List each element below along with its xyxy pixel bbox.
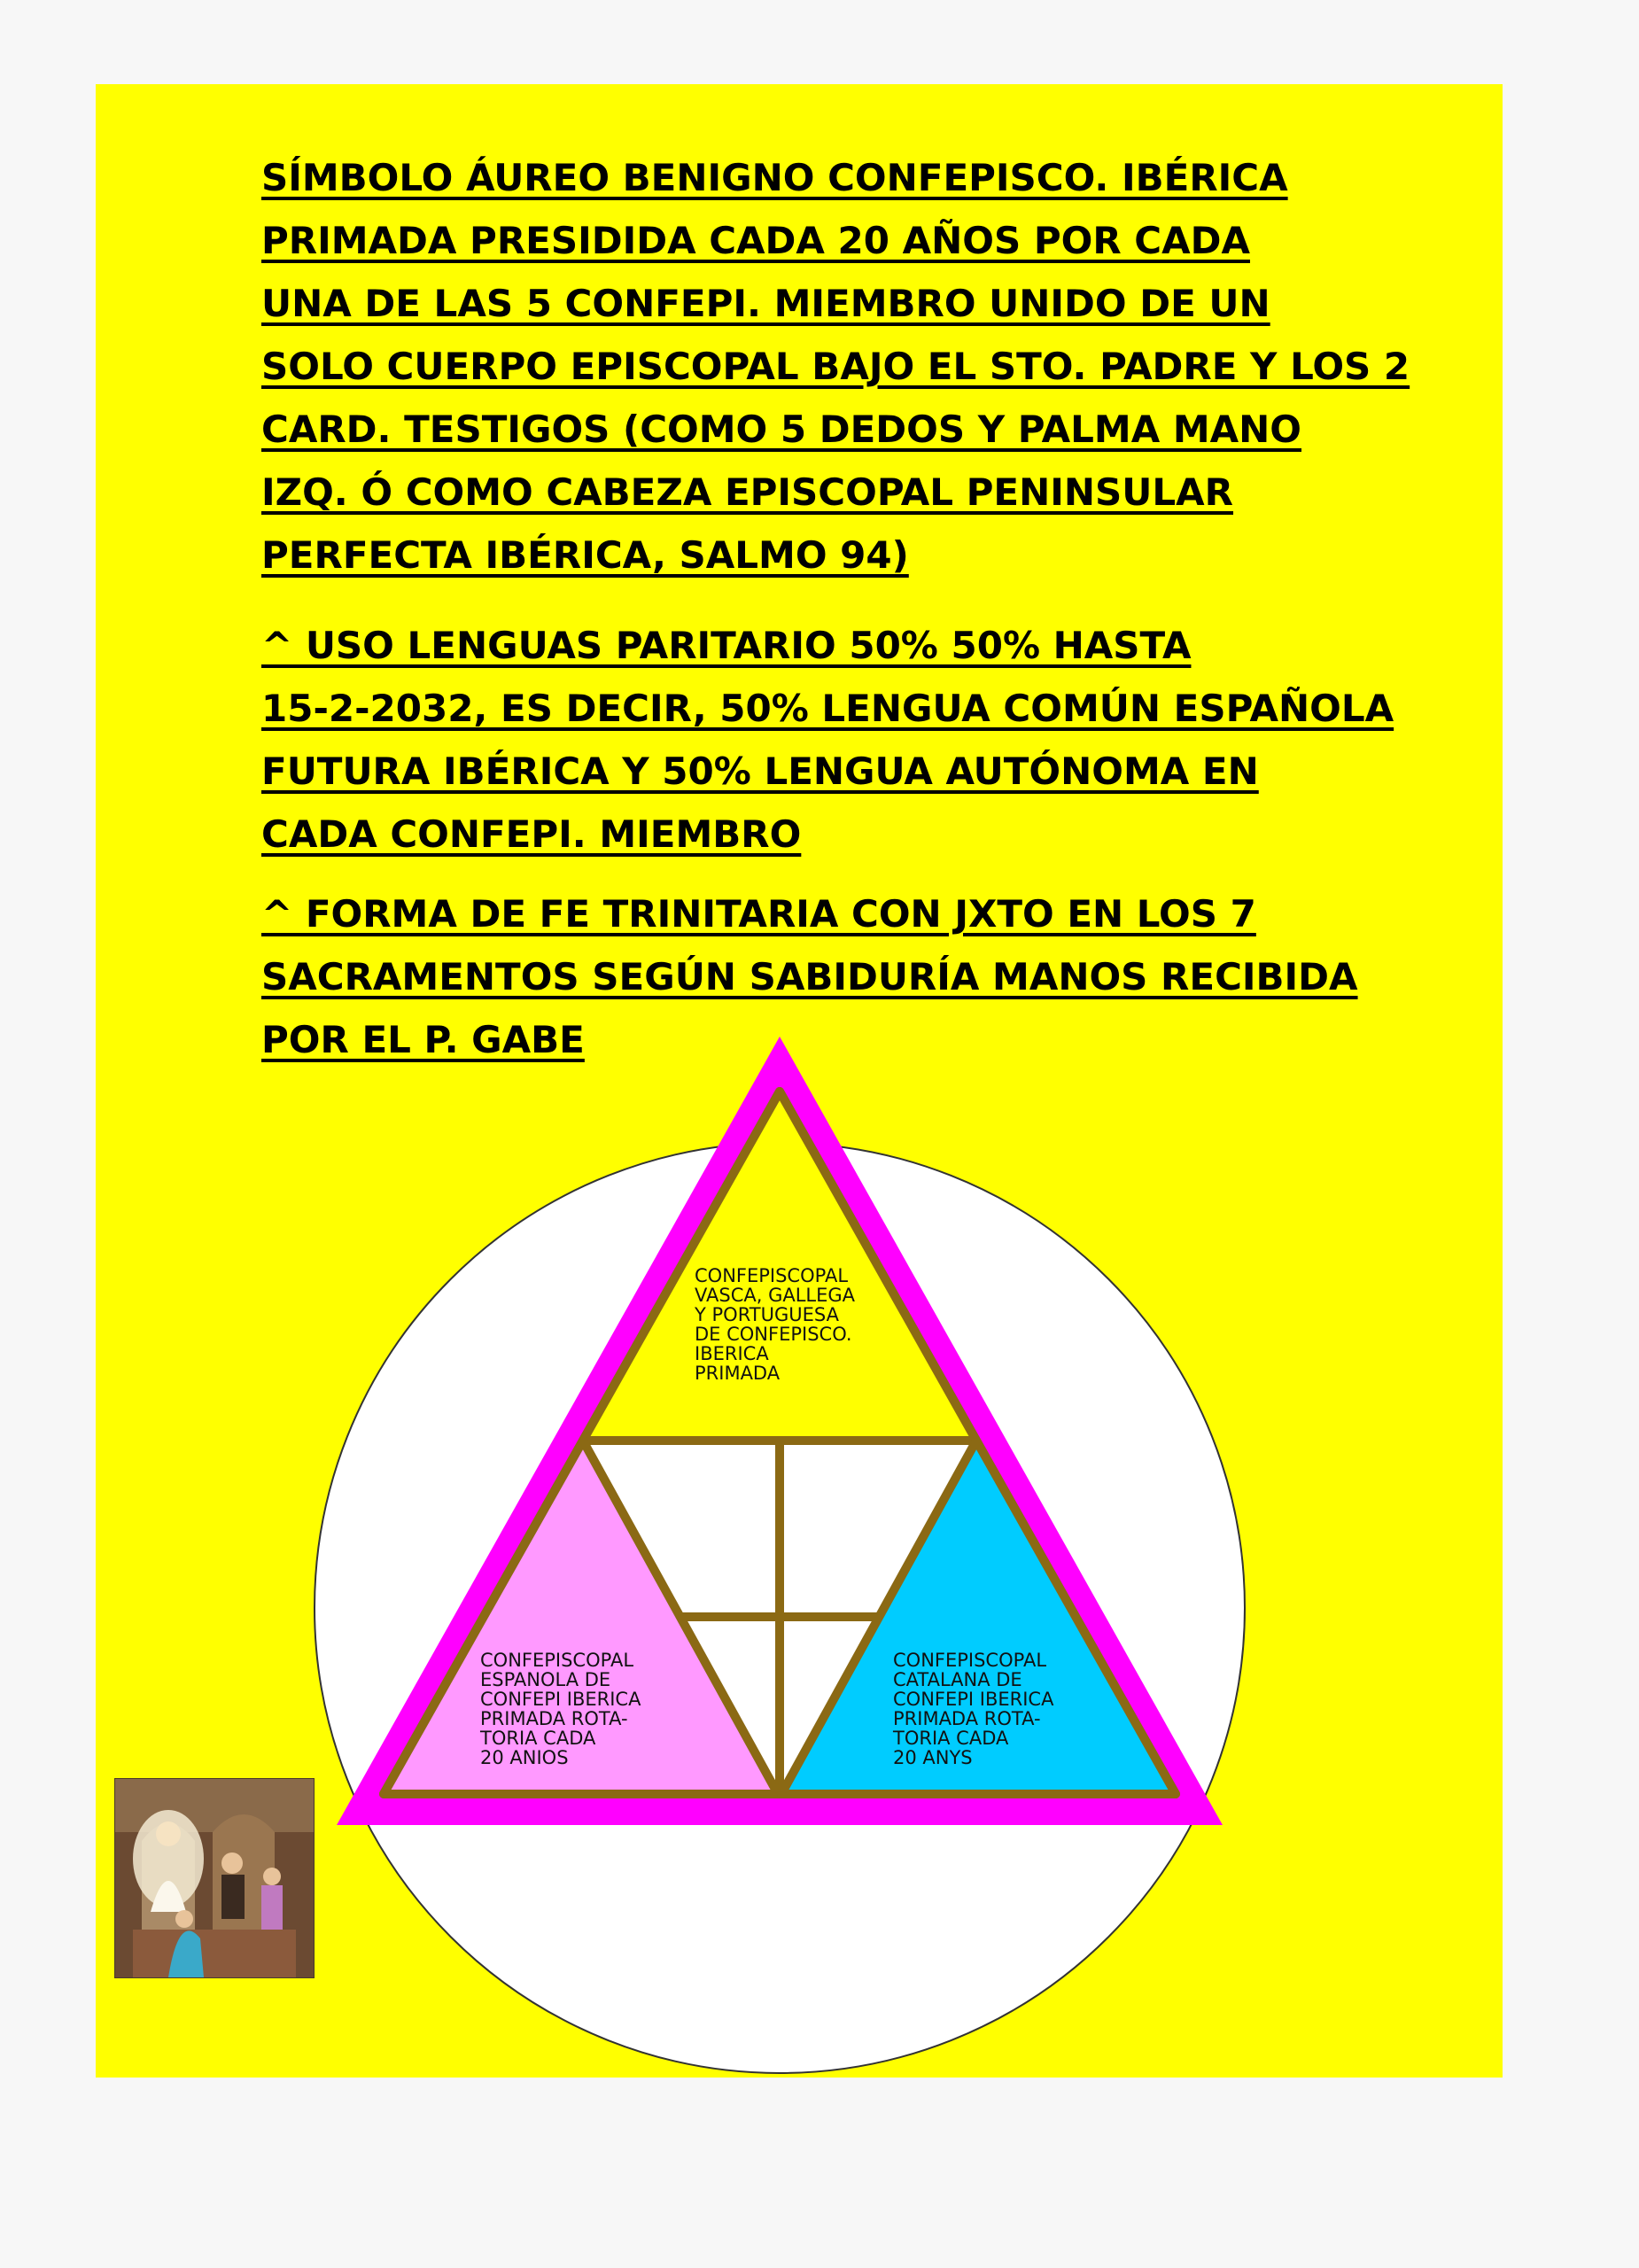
top-label-line: IBERICA: [695, 1343, 769, 1364]
left-label-line: CONFEPI IBERICA: [480, 1689, 641, 1710]
left-label-line: CONFEPISCOPAL: [480, 1650, 634, 1671]
top-label-line: CONFEPISCOPAL: [695, 1265, 849, 1286]
left-label-line: ESPANOLA DE: [480, 1669, 611, 1690]
right-label-line: CATALANA DE: [893, 1669, 1022, 1690]
top-label-line: Y PORTUGUESA: [695, 1304, 839, 1325]
poster: [96, 84, 1503, 2078]
left-label-line: PRIMADA ROTA-: [480, 1708, 628, 1729]
right-label-line: CONFEPI IBERICA: [893, 1689, 1054, 1710]
top-label-line: DE CONFEPISCO.: [695, 1324, 852, 1345]
right-label-line: 20 ANYS: [893, 1747, 973, 1768]
languages-heading: ^ USO LENGUAS PARITARIO 50% 50% HASTA 15-2-2032, ES DECIR, 50% LENGUA COMÚN ESPAÑOLA FUTURA IBÉRICA Y 50% LENGUA AUTÓNOMA EN CADA CONFEPI. MIEMBRO: [261, 624, 1394, 856]
title-heading: SÍMBOLO ÁUREO BENIGNO CONFEPISCO. IBÉRICA PRIMADA PRESIDIDA CADA 20 AÑOS POR CADA UNA DE LAS 5 CONFEPI. MIEMBRO UNIDO DE UN SOLO CUERPO EPISCOPAL BAJO EL STO. PADRE Y LOS 2 CARD. TESTIGOS (COMO 5 DEDOS Y PALMA MANO IZQ. Ó COMO CABEZA EPISCOPAL PENINSULAR PERFECTA IBÉRICA, SALMO 94): [261, 156, 1410, 577]
top-label-line: PRIMADA: [695, 1363, 781, 1384]
faith-heading: ^ FORMA DE FE TRINITARIA CON JXTO EN LOS 7 SACRAMENTOS SEGÚN SABIDURÍA MANOS RECIBIDA POR EL P. GABE: [261, 892, 1358, 1061]
left-label-line: TORIA CADA: [480, 1728, 596, 1749]
left-label-line: 20 ANIOS: [480, 1747, 569, 1768]
right-label-line: PRIMADA ROTA-: [893, 1708, 1041, 1729]
religious-painting-icon: [114, 1778, 315, 1978]
top-label-line: VASCA, GALLEGA: [695, 1285, 856, 1306]
confession-scene-image: [115, 1779, 314, 1977]
right-label-line: CONFEPISCOPAL: [893, 1650, 1047, 1671]
right-label-line: TORIA CADA: [893, 1728, 1009, 1749]
